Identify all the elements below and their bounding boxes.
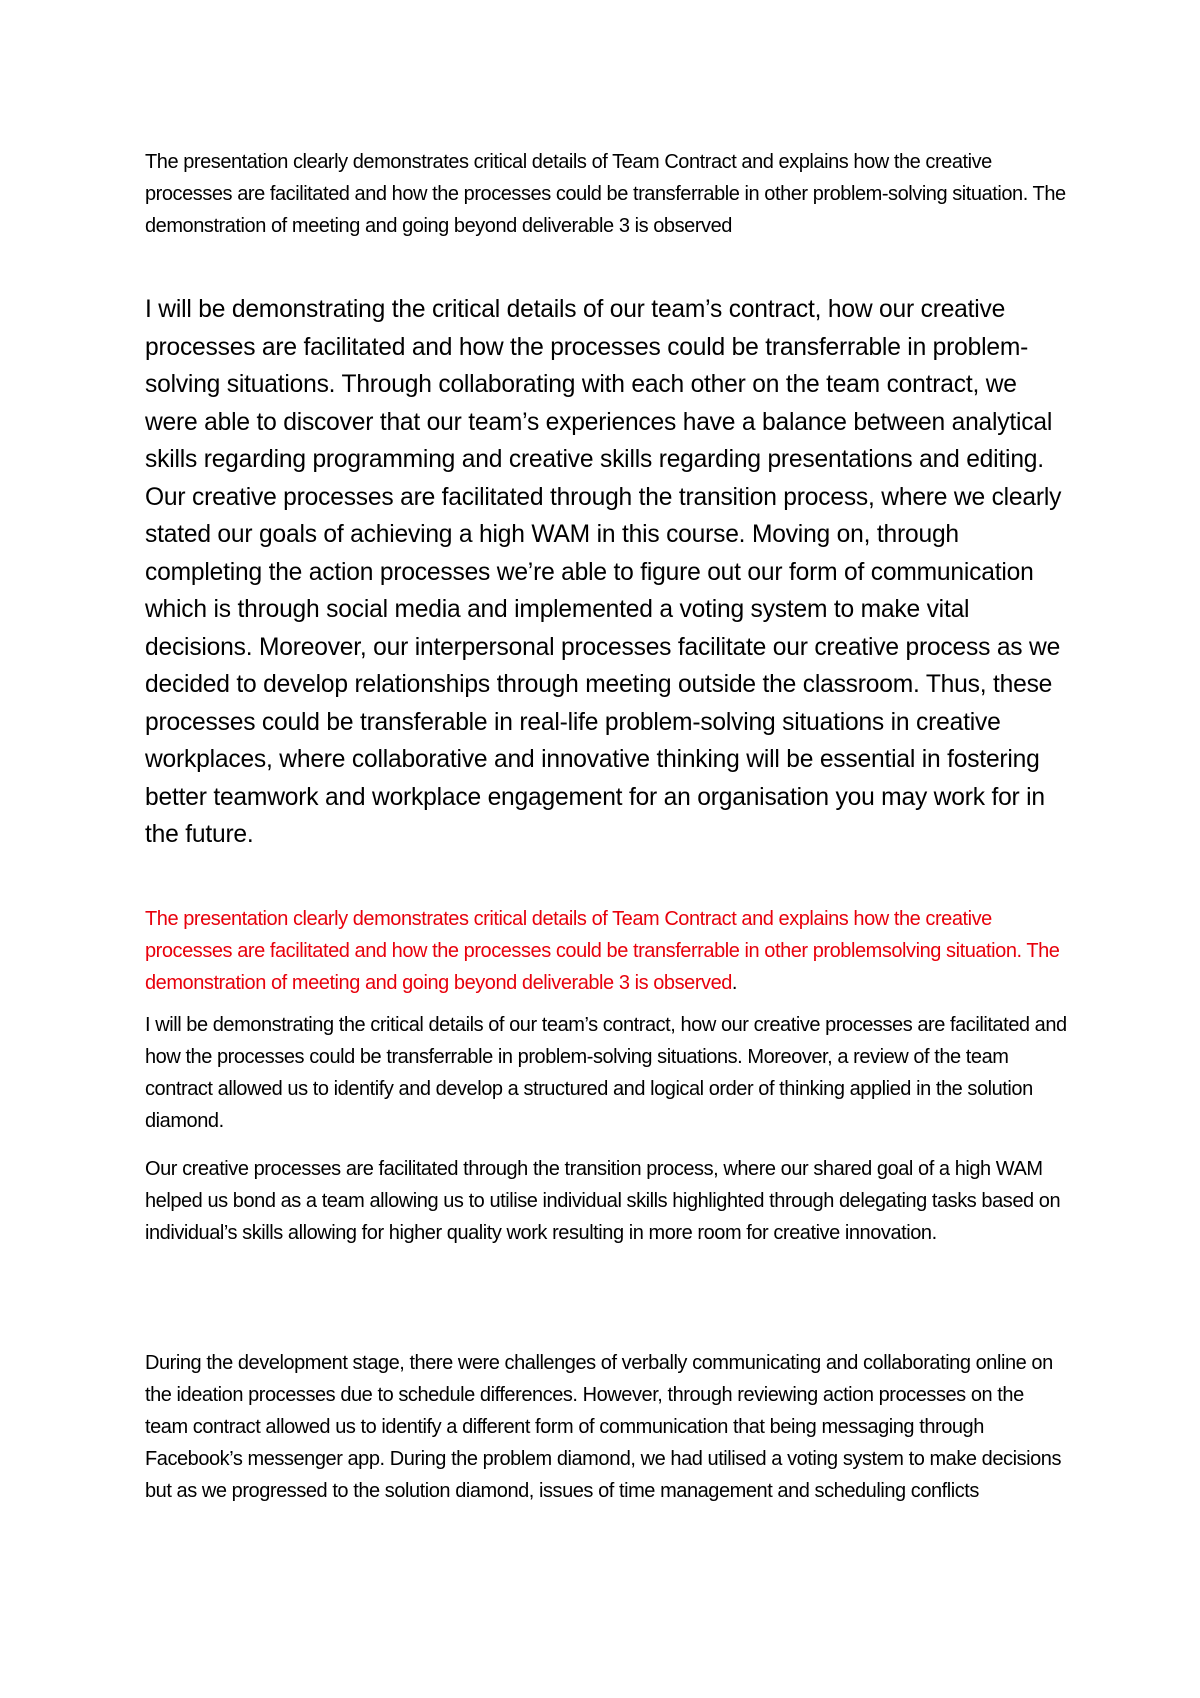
paragraph-development-stage: During the development stage, there were challenges of verbally communicating and collaborating online on the ideation processes due to schedule differences. However, through reviewing action processes on the team contract allowed us to identify a different form of communication that being messaging through Facebook’s messenger app. During the problem diamond, we had utilised a voting system to make decisions but as we progressed to the solution diamond, issues of time management and scheduling conflicts: [145, 1352, 1062, 1502]
paragraph-criteria: The presentation clearly demonstrates critical details of Team Contract and explains how the creative processes are facilitated and how the processes could be transferrable in other problem-solving situation. The demonstration of meeting and going beyond deliverable 3 is observed: [145, 151, 1066, 237]
paragraph-criteria-highlighted: [145, 903, 1070, 999]
paragraph-response-intro: I will be demonstrating the critical details of our team’s contract, how our creative processes are facilitated and how the processes could be transferrable in problem-solving situations. Moreover, a review of the team contract allowed us to identify and develop a structured and logical order of thinking applied in the solution diamond.: [145, 1014, 1067, 1132]
paragraph-creative-processes: Our creative processes are facilitated through the transition process, where our shared goal of a high WAM helped us bond as a team allowing us to utilise individual skills highlighted through delegating tasks based on individual’s skills allowing for higher quality work resulting in more room for creative innovation.: [145, 1158, 1061, 1244]
criteria-trailing-period: .: [731, 972, 738, 994]
criteria-highlighted-text: The presentation clearly demonstrates critical details of Team Contract and explains how the creative processes are facilitated and how the processes could be transferrable in other problemsolving situation. The demonstration of meeting and going beyond deliverable 3 is observed: [145, 908, 1060, 994]
paragraph-draft-response: I will be demonstrating the critical details of our team’s contract, how our creative processes are facilitated and how the processes could be transferrable in problem-solving situations. Through collaborating with each other on the team contract, we were able to discover that our team’s experiences have a balance between analytical skills regarding programming and creative skills regarding presentations and editing. Our creative processes are facilitated through the transition process, where we clearly stated our goals of achieving a high WAM in this course. Moving on, through completing the action processes we’re able to figure out our form of communication which is through social media and implemented a voting system to make vital decisions. Moreover, our interpersonal processes facilitate our creative process as we decided to develop relationships through meeting outside the classroom. Thus, these processes could be transferable in real-life problem-solving situations in creative workplaces, where collaborative and innovative thinking will be essential in fostering better teamwork and workplace engagement for an organisation you may work for in the future.: [145, 296, 1062, 848]
